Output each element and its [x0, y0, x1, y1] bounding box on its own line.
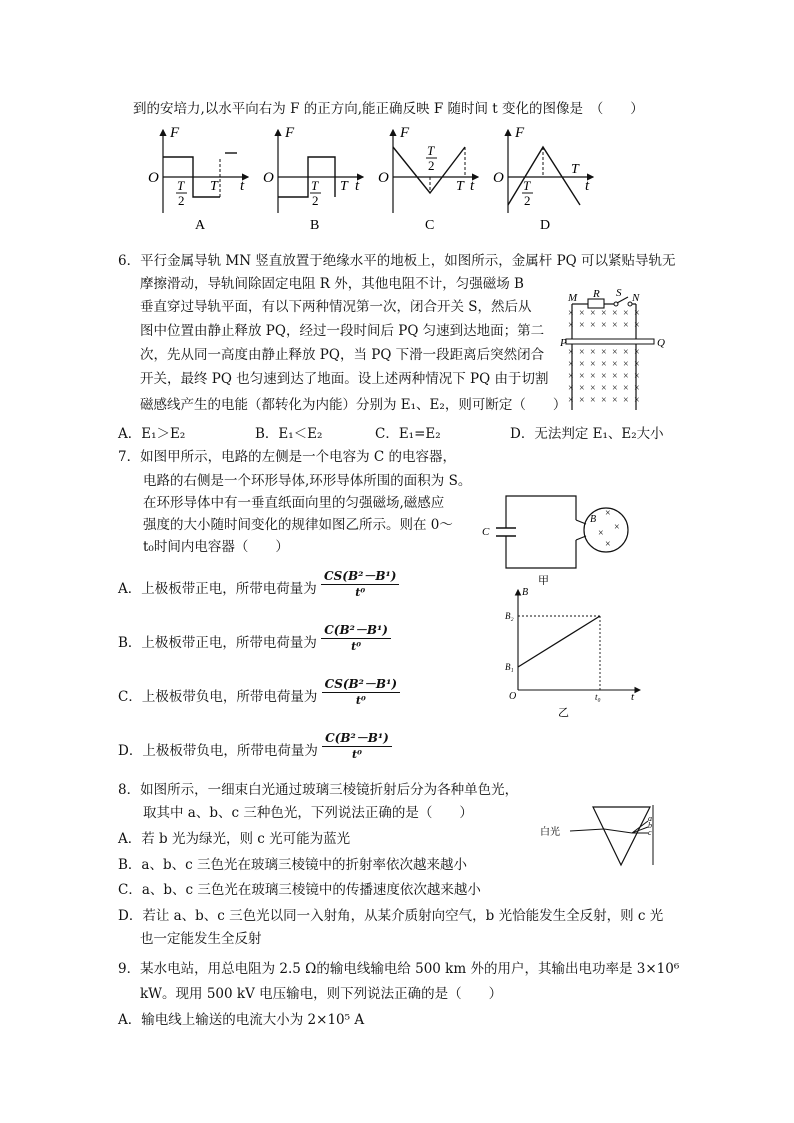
field-cross: × — [623, 347, 629, 358]
q8-prism-figure — [540, 803, 670, 868]
svg-text:T: T — [523, 178, 531, 193]
svg-text:O: O — [509, 691, 517, 702]
q8-option-a: A．若 b 光为绿光，则 c 光可能为蓝光 — [118, 831, 351, 847]
field-cross: × — [601, 308, 607, 319]
field-cross: × — [612, 359, 618, 370]
svg-text:O: O — [263, 170, 274, 186]
q6-option-a: A．E₁＞E₂ — [118, 426, 186, 442]
svg-text:C: C — [425, 218, 435, 233]
field-cross: × — [634, 395, 640, 406]
svg-text:F: F — [515, 125, 525, 141]
svg-text:T: T — [456, 179, 464, 194]
svg-text:×: × — [598, 528, 604, 539]
field-cross: × — [590, 359, 596, 370]
field-cross: × — [612, 383, 618, 394]
field-cross: × — [568, 395, 574, 406]
q7-line-4: 强度的大小随时间变化的规律如图乙所示。则在 0～ — [143, 517, 453, 533]
field-cross: × — [590, 308, 596, 319]
q7-graph-figure — [500, 585, 660, 725]
svg-text:R: R — [593, 288, 600, 300]
b-line — [518, 616, 600, 667]
svg-text:T: T — [210, 179, 218, 194]
rod-pq — [566, 339, 654, 344]
q6-line-1: 6．平行金属导轨 MN 竖直放置于绝缘水平的地板上，如图所示，金属杆 PQ 可以紧贴导轨无 — [118, 253, 676, 269]
graph-c — [378, 125, 478, 233]
field-cross: × — [623, 395, 629, 406]
graph-b — [263, 125, 363, 233]
svg-text:O: O — [148, 170, 159, 186]
field-cross: × — [612, 320, 618, 331]
field-cross: × — [579, 347, 585, 358]
q6-rail-figure — [560, 288, 690, 413]
svg-text:B: B — [310, 218, 320, 233]
q7-option-a: A．上极板带正电，所带电荷量为 $\frac{\text{CS(B²－B¹)}}{\text{t⁰}}$ — [118, 568, 399, 608]
field-cross: × — [601, 359, 607, 370]
svg-text:c: c — [648, 828, 652, 837]
q8-option-b: B．a、b、c 三色光在玻璃三棱镜中的折射率依次越来越小 — [118, 857, 467, 873]
field-cross: × — [612, 395, 618, 406]
field-cross: × — [579, 395, 585, 406]
field-cross: × — [634, 320, 640, 331]
q6-option-d: D．无法判定 E₁、E₂大小 — [510, 426, 664, 442]
graph-d — [493, 125, 593, 233]
q7-line-1: 7．如图甲所示，电路的左侧是一个电容为 C 的电容器， — [118, 449, 457, 465]
svg-text:T: T — [427, 143, 435, 158]
field-cross: × — [601, 320, 607, 331]
svg-text:2: 2 — [312, 193, 319, 208]
q8-option-d: D．若让 a、b、c 三色光以同一入射角，从某介质射向空气，b 光恰能发生全反射，则 c 光 — [118, 908, 664, 924]
field-cross: × — [623, 308, 629, 319]
q6-line-6: 开关，最终 PQ 也匀速到达了地面。设上述两种情况下 PQ 由于切割 — [140, 371, 549, 387]
field-cross: × — [612, 347, 618, 358]
svg-text:白光: 白光 — [540, 827, 560, 838]
q8-line-1: 8．如图所示，一细束白光通过玻璃三棱镜折射后分为各种单色光， — [118, 782, 519, 798]
q5-text: 到的安培力,以水平向右为 F 的正方向,能正确反映 F 随时间 t 变化的图像是 （ ） — [133, 101, 644, 117]
q9-line-3: A．输电线上输送的电流大小为 2×10⁵ A — [118, 1012, 365, 1028]
svg-text:甲: 甲 — [538, 575, 549, 585]
q5-graphs — [140, 125, 600, 235]
svg-text:T: T — [311, 178, 319, 193]
svg-text:b: b — [648, 821, 652, 830]
q8-line-2: 取其中 a、b、c 三种色光，下列说法正确的是（ ） — [143, 805, 473, 821]
field-cross: × — [579, 371, 585, 382]
q7-circuit-figure — [478, 490, 648, 585]
field-cross: × — [634, 359, 640, 370]
q6-line-3: 垂直穿过导轨平面，有以下两种情况第一次，闭合开关 S，然后从 — [140, 299, 532, 315]
svg-text:B₂: B₂ — [505, 611, 514, 621]
q6-line-7: 磁感线产生的电能（都转化为内能）分别为 E₁、E₂，则可断定（ ） — [140, 397, 567, 413]
field-cross: × — [590, 395, 596, 406]
prism-icon — [593, 807, 650, 865]
svg-text:Q: Q — [657, 337, 665, 349]
field-cross: × — [601, 383, 607, 394]
svg-text:P: P — [560, 337, 567, 349]
field-cross: × — [623, 371, 629, 382]
svg-text:2: 2 — [428, 158, 435, 173]
svg-text:2: 2 — [524, 193, 531, 208]
field-cross: × — [634, 371, 640, 382]
field-cross: × — [601, 347, 607, 358]
svg-text:t: t — [470, 178, 475, 194]
field-cross: × — [590, 383, 596, 394]
q9-line-2: kW。现用 500 kV 电压输电，则下列说法正确的是（ ） — [140, 986, 503, 1002]
svg-text:T: T — [177, 178, 185, 193]
field-cross: × — [579, 308, 585, 319]
q7-option-d: D．上极板带负电，所带电荷量为 $\frac{\text{C(B²－B¹)}}{\text{t⁰}}$ — [118, 730, 392, 770]
q6-line-5: 次，先从同一高度由静止释放 PQ，当 PQ 下滑一段距离后突然闭合 — [140, 347, 545, 363]
svg-text:O: O — [493, 170, 504, 186]
svg-text:A: A — [195, 218, 206, 233]
field-cross: × — [601, 371, 607, 382]
field-cross: × — [612, 371, 618, 382]
svg-text:F: F — [400, 125, 410, 141]
q7-option-b: B．上极板带正电，所带电荷量为 $\frac{\text{C(B²－B¹)}}{\text{t⁰}}$ — [118, 622, 391, 662]
field-cross: × — [590, 347, 596, 358]
field-cross: × — [612, 308, 618, 319]
field-cross: × — [568, 308, 574, 319]
svg-text:2: 2 — [178, 193, 185, 208]
svg-text:a: a — [648, 814, 652, 823]
field-cross: × — [634, 347, 640, 358]
q7-line-2: 电路的右侧是一个环形导体,环形导体所围的面积为 S。 — [143, 473, 472, 489]
q8-option-d-cont: 也一定能发生全反射 — [140, 931, 262, 947]
svg-text:T: T — [340, 179, 348, 194]
graph-a — [148, 125, 248, 233]
svg-text:T: T — [571, 162, 579, 177]
field-cross: × — [623, 320, 629, 331]
q7-line-3: 在环形导体中有一垂直纸面向里的匀强磁场,磁感应 — [143, 495, 445, 511]
field-cross: × — [579, 383, 585, 394]
field-cross: × — [568, 359, 574, 370]
field-cross: × — [623, 383, 629, 394]
svg-text:D: D — [540, 218, 551, 233]
svg-text:×: × — [614, 522, 620, 533]
field-cross: × — [579, 320, 585, 331]
q6-option-b: B．E₁＜E₂ — [255, 426, 323, 442]
svg-text:×: × — [605, 508, 611, 519]
q6-option-c: C．E₁=E₂ — [375, 426, 441, 442]
field-cross: × — [623, 359, 629, 370]
field-cross: × — [634, 383, 640, 394]
resistor-icon — [588, 299, 604, 308]
field-cross: × — [568, 371, 574, 382]
svg-text:M: M — [568, 292, 578, 304]
q6-line-4: 图中位置由静止释放 PQ，经过一段时间后 PQ 匀速到达地面；第二 — [140, 323, 545, 339]
svg-text:B: B — [590, 514, 597, 525]
field-cross: × — [579, 359, 585, 370]
svg-text:t: t — [585, 178, 590, 194]
svg-text:C: C — [482, 526, 490, 538]
svg-text:t: t — [355, 178, 360, 194]
svg-text:F: F — [285, 125, 295, 141]
svg-text:B: B — [522, 587, 529, 598]
q7-option-c: C．上极板带负电，所带电荷量为 $\frac{\text{CS(B²－B¹)}}{\text{t⁰}}$ — [118, 676, 400, 716]
svg-text:t₀: t₀ — [595, 692, 601, 702]
field-cross: × — [601, 395, 607, 406]
field-cross: × — [634, 308, 640, 319]
svg-text:×: × — [605, 539, 611, 550]
q6-line-2: 摩擦滑动，导轨间除固定电阻 R 外，其他电阻不计，匀强磁场 B — [140, 276, 524, 292]
svg-text:N: N — [632, 292, 640, 304]
q7-line-5: t₀时间内电容器（ ） — [143, 539, 289, 555]
graph-a-F: F — [170, 125, 180, 141]
field-cross: × — [590, 320, 596, 331]
svg-text:S: S — [616, 288, 622, 299]
field-cross: × — [590, 371, 596, 382]
q9-line-1: 9．某水电站，用总电阻为 2.5 Ω的输电线输电给 500 km 外的用户，其输出电功率是 3×10⁶ — [118, 961, 680, 977]
svg-text:乙: 乙 — [558, 707, 569, 719]
field-cross: × — [568, 320, 574, 331]
field-cross: × — [568, 383, 574, 394]
svg-text:t: t — [631, 691, 635, 703]
svg-text:t: t — [240, 178, 245, 194]
field-cross: × — [568, 347, 574, 358]
svg-text:B₁: B₁ — [505, 662, 514, 672]
svg-text:O: O — [378, 170, 389, 186]
q8-option-c: C．a、b、c 三色光在玻璃三棱镜中的传播速度依次越来越小 — [118, 882, 481, 898]
